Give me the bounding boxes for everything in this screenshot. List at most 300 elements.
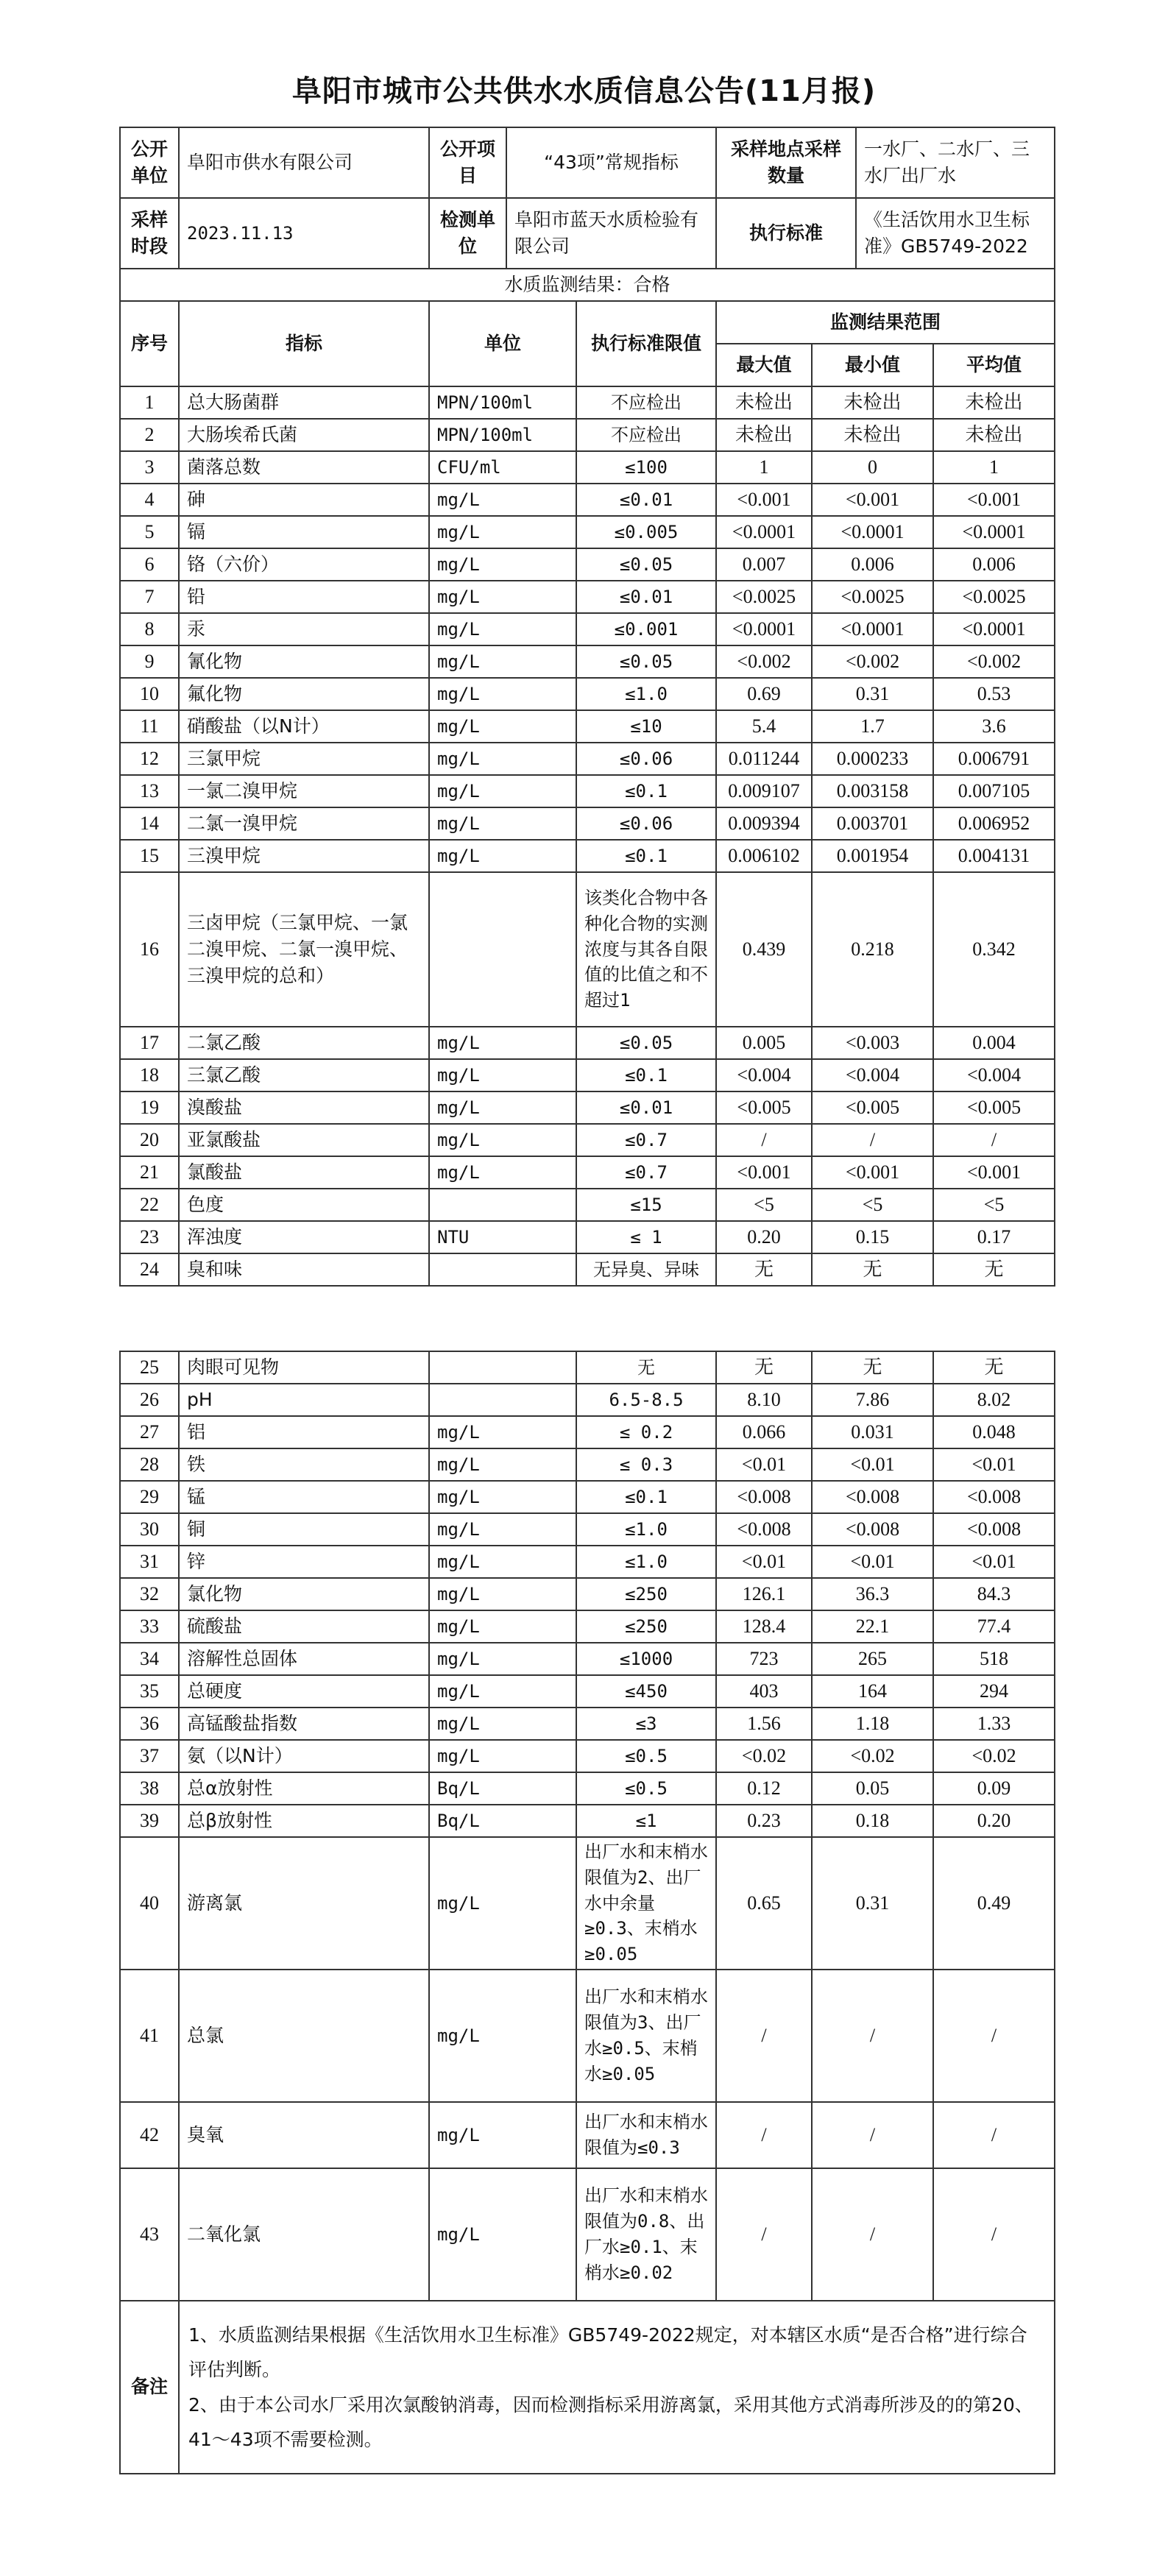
avg-value: <0.001: [933, 484, 1055, 516]
avg-value: /: [933, 2168, 1055, 2301]
unit-cell: mg/L: [429, 743, 576, 775]
table-row: [120, 1610, 1055, 1643]
indicator-name: 锌: [179, 1546, 429, 1578]
indicator-name: 二氧化氯: [179, 2168, 429, 2301]
limit-cell: ≤100: [576, 451, 716, 484]
max-value: 0.007: [716, 548, 812, 581]
min-value: 0: [812, 451, 933, 484]
limit-cell: ≤0.005: [576, 516, 716, 548]
result-banner: 水质监测结果：合格: [120, 269, 1055, 301]
unit-cell: Bq/L: [429, 1772, 576, 1805]
unit-cell: mg/L: [429, 1708, 576, 1740]
max-value: 0.12: [716, 1772, 812, 1805]
header-row-1: [120, 301, 1055, 344]
unit-cell: mg/L: [429, 613, 576, 645]
row-number: 19: [120, 1091, 179, 1124]
avg-value: 0.004: [933, 1027, 1055, 1059]
limit-cell: 出厂水和末梢水限值为3、出厂水≥0.5、末梢水≥0.05: [576, 1970, 716, 2102]
row-number: 12: [120, 743, 179, 775]
row-number: 21: [120, 1156, 179, 1189]
row-number: 13: [120, 775, 179, 807]
unit-cell: [429, 1253, 576, 1286]
max-value: <0.0001: [716, 613, 812, 645]
unit-cell: [429, 872, 576, 1027]
avg-value: /: [933, 2102, 1055, 2168]
limit-cell: 该类化合物中各种化合物的实测浓度与其各自限值的比值之和不超过1: [576, 872, 716, 1027]
avg-value: <0.001: [933, 1156, 1055, 1189]
table-row: [120, 710, 1055, 743]
row-number: 16: [120, 872, 179, 1027]
limit-cell: ≤0.05: [576, 1027, 716, 1059]
limit-cell: ≤1.0: [576, 678, 716, 710]
max-value: 0.005: [716, 1027, 812, 1059]
max-value: <0.01: [716, 1546, 812, 1578]
limit-cell: ≤1.0: [576, 1513, 716, 1546]
table-row: [120, 613, 1055, 645]
indicator-name: 一氯二溴甲烷: [179, 775, 429, 807]
avg-value: 0.17: [933, 1221, 1055, 1253]
row-number: 24: [120, 1253, 179, 1286]
unit-cell: mg/L: [429, 2168, 576, 2301]
indicator-name: 铬（六价）: [179, 548, 429, 581]
table-row: [120, 1027, 1055, 1059]
avg-value: 8.02: [933, 1384, 1055, 1416]
table-row: [120, 1221, 1055, 1253]
avg-value: <0.008: [933, 1481, 1055, 1513]
max-value: 未检出: [716, 386, 812, 419]
row-number: 30: [120, 1513, 179, 1546]
table-row: [120, 1384, 1055, 1416]
unit-cell: mg/L: [429, 1059, 576, 1091]
limit-cell: ≤10: [576, 710, 716, 743]
min-value: <0.0025: [812, 581, 933, 613]
max-value: /: [716, 2168, 812, 2301]
row-number: 42: [120, 2102, 179, 2168]
limit-cell: ≤3: [576, 1708, 716, 1740]
max-value: 0.69: [716, 678, 812, 710]
min-value: 无: [812, 1253, 933, 1286]
min-value: 未检出: [812, 386, 933, 419]
limit-cell: ≤0.1: [576, 775, 716, 807]
unit-cell: mg/L: [429, 1970, 576, 2102]
indicator-name: 溶解性总固体: [179, 1643, 429, 1675]
avg-value: 0.20: [933, 1805, 1055, 1837]
unit-cell: [429, 1384, 576, 1416]
indicator-name: 氯化物: [179, 1578, 429, 1610]
limit-cell: ≤0.06: [576, 807, 716, 840]
indicator-name: 硝酸盐（以N计）: [179, 710, 429, 743]
max-value: 0.006102: [716, 840, 812, 872]
max-value: <0.0001: [716, 516, 812, 548]
row-number: 36: [120, 1708, 179, 1740]
min-value: 0.218: [812, 872, 933, 1027]
indicator-name: 铅: [179, 581, 429, 613]
max-value: 无: [716, 1351, 812, 1384]
limit-cell: 出厂水和末梢水限值为≤0.3: [576, 2102, 716, 2168]
limit-cell: ≤0.1: [576, 840, 716, 872]
max-value: <0.008: [716, 1513, 812, 1546]
row-number: 2: [120, 419, 179, 451]
row-number: 41: [120, 1970, 179, 2102]
avg-value: 84.3: [933, 1578, 1055, 1610]
avg-value: <0.0001: [933, 516, 1055, 548]
header-unit: 单位: [429, 301, 576, 386]
unit-cell: CFU/ml: [429, 451, 576, 484]
water-quality-table-part1: [119, 127, 1055, 1287]
indicator-name: 菌落总数: [179, 451, 429, 484]
table-row: [120, 1156, 1055, 1189]
min-value: 265: [812, 1643, 933, 1675]
max-value: /: [716, 1124, 812, 1156]
table-row: [120, 807, 1055, 840]
item-value: “43项”常规指标: [506, 127, 716, 198]
avg-value: 0.007105: [933, 775, 1055, 807]
table-row: [120, 484, 1055, 516]
avg-value: 518: [933, 1643, 1055, 1675]
table-row: [120, 1675, 1055, 1708]
min-value: <0.002: [812, 645, 933, 678]
table-row: [120, 581, 1055, 613]
indicator-name: 二氯一溴甲烷: [179, 807, 429, 840]
min-value: /: [812, 2168, 933, 2301]
unit-cell: mg/L: [429, 2102, 576, 2168]
item-label: 公开项目: [429, 127, 506, 198]
max-value: 723: [716, 1643, 812, 1675]
max-value: 0.20: [716, 1221, 812, 1253]
note-2: 2、由于本公司水厂采用次氯酸钠消毒，因而检测指标采用游离氯，采用其他方式消毒所涉及的的第20、41～43项不需要检测。: [188, 2393, 1033, 2450]
row-number: 26: [120, 1384, 179, 1416]
max-value: 128.4: [716, 1610, 812, 1643]
row-number: 33: [120, 1610, 179, 1643]
row-number: 22: [120, 1189, 179, 1221]
limit-cell: 不应检出: [576, 419, 716, 451]
row-number: 6: [120, 548, 179, 581]
avg-value: 0.342: [933, 872, 1055, 1027]
row-number: 11: [120, 710, 179, 743]
indicator-name: 总α放射性: [179, 1772, 429, 1805]
row-number: 9: [120, 645, 179, 678]
min-value: <0.001: [812, 484, 933, 516]
min-value: 164: [812, 1675, 933, 1708]
max-value: <5: [716, 1189, 812, 1221]
unit-cell: [429, 1189, 576, 1221]
min-value: <0.003: [812, 1027, 933, 1059]
min-value: 无: [812, 1351, 933, 1384]
max-value: 0.23: [716, 1805, 812, 1837]
table-row: [120, 2102, 1055, 2168]
avg-value: 未检出: [933, 419, 1055, 451]
max-value: 0.439: [716, 872, 812, 1027]
limit-cell: ≤0.01: [576, 484, 716, 516]
avg-value: 0.004131: [933, 840, 1055, 872]
row-number: 34: [120, 1643, 179, 1675]
min-value: 0.31: [812, 678, 933, 710]
unit-cell: mg/L: [429, 775, 576, 807]
unit-cell: mg/L: [429, 1091, 576, 1124]
avg-value: 3.6: [933, 710, 1055, 743]
indicator-name: 氯酸盐: [179, 1156, 429, 1189]
max-value: 0.066: [716, 1416, 812, 1448]
page-title: 阜阳市城市公共供水水质信息公告(11月报): [291, 74, 877, 108]
row-number: 37: [120, 1740, 179, 1772]
table-row: [120, 1091, 1055, 1124]
indicator-name: 铝: [179, 1416, 429, 1448]
min-value: 未检出: [812, 419, 933, 451]
table-row: [120, 1189, 1055, 1221]
limit-cell: ≤0.1: [576, 1059, 716, 1091]
max-value: <0.002: [716, 645, 812, 678]
limit-cell: ≤0.7: [576, 1156, 716, 1189]
table-row: [120, 1970, 1055, 2102]
avg-value: 0.09: [933, 1772, 1055, 1805]
unit-cell: mg/L: [429, 1675, 576, 1708]
max-value: <0.008: [716, 1481, 812, 1513]
limit-cell: ≤0.1: [576, 1481, 716, 1513]
table-row: [120, 678, 1055, 710]
min-value: 1.7: [812, 710, 933, 743]
table-body-part1: [120, 386, 1055, 1286]
avg-value: <5: [933, 1189, 1055, 1221]
row-number: 7: [120, 581, 179, 613]
row-number: 15: [120, 840, 179, 872]
max-value: 0.009107: [716, 775, 812, 807]
unit-cell: mg/L: [429, 1513, 576, 1546]
row-number: 40: [120, 1837, 179, 1970]
indicator-name: 肉眼可见物: [179, 1351, 429, 1384]
indicator-name: 铜: [179, 1513, 429, 1546]
min-value: <0.004: [812, 1059, 933, 1091]
min-value: <0.01: [812, 1546, 933, 1578]
table-row: [120, 1578, 1055, 1610]
std-label: 执行标准: [716, 198, 856, 269]
min-value: /: [812, 1970, 933, 2102]
table-row: [120, 840, 1055, 872]
avg-value: /: [933, 1970, 1055, 2102]
unit-cell: mg/L: [429, 807, 576, 840]
min-value: <0.008: [812, 1481, 933, 1513]
row-number: 27: [120, 1416, 179, 1448]
max-value: <0.01: [716, 1448, 812, 1481]
row-number: 25: [120, 1351, 179, 1384]
site-value: 一水厂、二水厂、三水厂出厂水: [856, 127, 1055, 198]
lab-value: 阜阳市蓝天水质检验有限公司: [506, 198, 716, 269]
min-value: <5: [812, 1189, 933, 1221]
unit-cell: mg/L: [429, 1124, 576, 1156]
max-value: 0.011244: [716, 743, 812, 775]
publisher-value: 阜阳市供水有限公司: [179, 127, 429, 198]
unit-cell: mg/L: [429, 710, 576, 743]
min-value: 0.05: [812, 1772, 933, 1805]
max-value: 1: [716, 451, 812, 484]
avg-value: <0.01: [933, 1546, 1055, 1578]
indicator-name: 锰: [179, 1481, 429, 1513]
indicator-name: 三溴甲烷: [179, 840, 429, 872]
limit-cell: ≤15: [576, 1189, 716, 1221]
limit-cell: 无异臭、异味: [576, 1253, 716, 1286]
header-range: 监测结果范围: [716, 301, 1055, 344]
indicator-name: 氰化物: [179, 645, 429, 678]
avg-value: <0.0025: [933, 581, 1055, 613]
limit-cell: ≤ 0.3: [576, 1448, 716, 1481]
table-row: [120, 451, 1055, 484]
time-value: 2023.11.13: [179, 198, 429, 269]
unit-cell: MPN/100ml: [429, 386, 576, 419]
avg-value: <0.0001: [933, 613, 1055, 645]
indicator-name: 臭和味: [179, 1253, 429, 1286]
table-row: [120, 1351, 1055, 1384]
indicator-name: 总β放射性: [179, 1805, 429, 1837]
table-row: [120, 775, 1055, 807]
row-number: 29: [120, 1481, 179, 1513]
indicator-name: 总氯: [179, 1970, 429, 2102]
note-1: 1、水质监测结果根据《生活饮用水卫生标准》GB5749-2022规定，对本辖区水质“是否合格”进行综合评估判断。: [188, 2324, 1027, 2380]
limit-cell: ≤1: [576, 1805, 716, 1837]
indicator-name: 大肠埃希氏菌: [179, 419, 429, 451]
table-row: [120, 1837, 1055, 1970]
unit-cell: mg/L: [429, 1546, 576, 1578]
max-value: 1.56: [716, 1708, 812, 1740]
limit-cell: ≤0.05: [576, 548, 716, 581]
indicator-name: 亚氯酸盐: [179, 1124, 429, 1156]
info-row-2: [120, 198, 1055, 269]
table-row: [120, 516, 1055, 548]
indicator-name: 臭氧: [179, 2102, 429, 2168]
min-value: /: [812, 1124, 933, 1156]
unit-cell: Bq/L: [429, 1805, 576, 1837]
min-value: /: [812, 2102, 933, 2168]
min-value: 0.001954: [812, 840, 933, 872]
site-label: 采样地点采样数量: [716, 127, 856, 198]
unit-cell: mg/L: [429, 678, 576, 710]
min-value: 0.006: [812, 548, 933, 581]
header-max: 最大值: [716, 344, 812, 386]
max-value: <0.001: [716, 484, 812, 516]
max-value: <0.0025: [716, 581, 812, 613]
notes-row: [120, 2301, 1055, 2474]
unit-cell: mg/L: [429, 1027, 576, 1059]
avg-value: 0.006791: [933, 743, 1055, 775]
limit-cell: 出厂水和末梢水限值为0.8、出厂水≥0.1、末梢水≥0.02: [576, 2168, 716, 2301]
table-row: [120, 1546, 1055, 1578]
unit-cell: MPN/100ml: [429, 419, 576, 451]
table-row: [120, 743, 1055, 775]
table-row: [120, 1481, 1055, 1513]
limit-cell: ≤1.0: [576, 1546, 716, 1578]
limit-cell: 无: [576, 1351, 716, 1384]
max-value: <0.004: [716, 1059, 812, 1091]
notes-content: [179, 2301, 1055, 2474]
unit-cell: mg/L: [429, 1610, 576, 1643]
info-row-1: [120, 127, 1055, 198]
min-value: 0.000233: [812, 743, 933, 775]
max-value: <0.02: [716, 1740, 812, 1772]
limit-cell: ≤0.5: [576, 1772, 716, 1805]
limit-cell: 出厂水和末梢水限值为2、出厂水中余量≥0.3、末梢水≥0.05: [576, 1837, 716, 1970]
avg-value: /: [933, 1124, 1055, 1156]
avg-value: 77.4: [933, 1610, 1055, 1643]
table-row: [120, 1059, 1055, 1091]
avg-value: 未检出: [933, 386, 1055, 419]
indicator-name: 汞: [179, 613, 429, 645]
unit-cell: mg/L: [429, 1578, 576, 1610]
unit-cell: mg/L: [429, 1416, 576, 1448]
min-value: <0.01: [812, 1448, 933, 1481]
table-row: [120, 1805, 1055, 1837]
row-number: 43: [120, 2168, 179, 2301]
min-value: 22.1: [812, 1610, 933, 1643]
std-value: 《生活饮用水卫生标准》GB5749-2022: [856, 198, 1055, 269]
table-row: [120, 2168, 1055, 2301]
indicator-name: 镉: [179, 516, 429, 548]
avg-value: 0.048: [933, 1416, 1055, 1448]
header-no: 序号: [120, 301, 179, 386]
unit-cell: NTU: [429, 1221, 576, 1253]
row-number: 3: [120, 451, 179, 484]
lab-label: 检测单位: [429, 198, 506, 269]
avg-value: <0.008: [933, 1513, 1055, 1546]
avg-value: <0.002: [933, 645, 1055, 678]
table-row: [120, 1513, 1055, 1546]
row-number: 1: [120, 386, 179, 419]
avg-value: 1.33: [933, 1708, 1055, 1740]
table-row: [120, 548, 1055, 581]
max-value: 126.1: [716, 1578, 812, 1610]
unit-cell: [429, 1351, 576, 1384]
min-value: <0.008: [812, 1513, 933, 1546]
min-value: 0.18: [812, 1805, 933, 1837]
row-number: 4: [120, 484, 179, 516]
row-number: 38: [120, 1772, 179, 1805]
unit-cell: mg/L: [429, 484, 576, 516]
notes-label: 备注: [120, 2301, 179, 2474]
min-value: 0.003158: [812, 775, 933, 807]
limit-cell: ≤250: [576, 1610, 716, 1643]
max-value: 403: [716, 1675, 812, 1708]
limit-cell: ≤0.5: [576, 1740, 716, 1772]
max-value: 无: [716, 1253, 812, 1286]
max-value: 8.10: [716, 1384, 812, 1416]
indicator-name: 色度: [179, 1189, 429, 1221]
indicator-name: pH: [179, 1384, 429, 1416]
min-value: 0.15: [812, 1221, 933, 1253]
unit-cell: mg/L: [429, 516, 576, 548]
limit-cell: ≤ 0.2: [576, 1416, 716, 1448]
min-value: 1.18: [812, 1708, 933, 1740]
time-label: 采样时段: [120, 198, 179, 269]
limit-cell: 6.5-8.5: [576, 1384, 716, 1416]
header-avg: 平均值: [933, 344, 1055, 386]
avg-value: 无: [933, 1351, 1055, 1384]
row-number: 23: [120, 1221, 179, 1253]
indicator-name: 游离氯: [179, 1837, 429, 1970]
max-value: <0.005: [716, 1091, 812, 1124]
row-number: 5: [120, 516, 179, 548]
indicator-name: 浑浊度: [179, 1221, 429, 1253]
indicator-name: 高锰酸盐指数: [179, 1708, 429, 1740]
table-body-part2: [120, 1351, 1055, 2301]
table-row: [120, 1740, 1055, 1772]
avg-value: 294: [933, 1675, 1055, 1708]
unit-cell: mg/L: [429, 548, 576, 581]
unit-cell: mg/L: [429, 1156, 576, 1189]
unit-cell: mg/L: [429, 1740, 576, 1772]
row-number: 17: [120, 1027, 179, 1059]
table-row: [120, 1124, 1055, 1156]
min-value: <0.005: [812, 1091, 933, 1124]
row-number: 35: [120, 1675, 179, 1708]
header-indicator: 指标: [179, 301, 429, 386]
indicator-name: 三卤甲烷（三氯甲烷、一氯二溴甲烷、二氯一溴甲烷、三溴甲烷的总和）: [179, 872, 429, 1027]
